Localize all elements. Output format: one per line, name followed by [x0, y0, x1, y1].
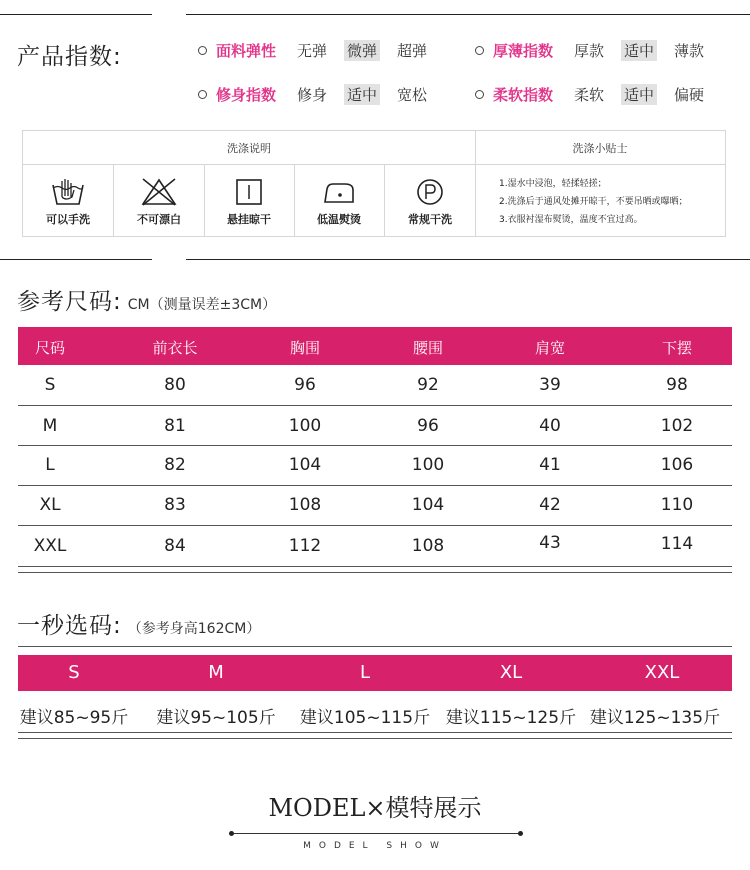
- table-row: [18, 366, 732, 406]
- size-col-header: 腰围: [412, 339, 444, 357]
- wash-tips-header: 洗涤小贴士: [475, 131, 725, 165]
- weight-suggestion: 建议115~125斤: [445, 708, 577, 728]
- index-option-selected: 适中: [344, 84, 380, 105]
- size-ref-title: 参考尺码:: [17, 289, 122, 315]
- size-cell: 96: [294, 375, 316, 395]
- weight-suggestion: 建议105~115斤: [299, 708, 431, 728]
- size-col-header: 下摆: [661, 339, 693, 357]
- weight-suggestion: 建议95~105斤: [156, 708, 276, 728]
- wash-tip: 1.湿水中浸泡，轻揉轻搓；: [499, 179, 607, 189]
- size-cell: 80: [164, 375, 186, 395]
- wash-tip: 2.洗涤后于通风处摊开晾干，不要吊晒或曝晒；: [499, 197, 688, 207]
- size-cell: 106: [660, 455, 694, 475]
- bullet-circle-icon: [198, 46, 207, 55]
- size-ref-note: CM（测量误差±3CM）: [127, 297, 277, 313]
- bullet-circle-icon: [198, 90, 207, 99]
- index-name: 柔软指数: [493, 86, 554, 104]
- divider-dot-right: [518, 831, 523, 836]
- wash-instructions-table: [22, 130, 726, 237]
- quick-size-label: XXL: [644, 662, 680, 683]
- no-bleach-icon: [139, 177, 179, 207]
- low-iron-icon: [319, 177, 359, 207]
- quick-select-bottom-border: [18, 738, 732, 739]
- size-cell: 92: [417, 375, 439, 395]
- quick-size-label: XL: [499, 662, 523, 683]
- index-option-selected: 适中: [621, 40, 657, 61]
- model-show-title: MODEL×模特展示: [268, 794, 482, 822]
- size-cell: 43: [539, 533, 561, 553]
- wash-item-label: 低温熨烫: [317, 213, 361, 226]
- size-cell: 102: [660, 416, 694, 436]
- size-cell: 81: [164, 416, 186, 436]
- wash-item-label: 不可漂白: [137, 213, 181, 226]
- top-divider-left: [0, 14, 152, 15]
- table-row: [18, 526, 732, 566]
- wash-item-label: 悬挂晾干: [227, 213, 271, 226]
- size-cell: 84: [164, 536, 186, 556]
- size-cell: 40: [539, 416, 561, 436]
- index-option: 修身: [297, 86, 328, 104]
- wash-instructions-header: 洗涤说明: [23, 131, 475, 165]
- index-row-fit: [198, 84, 444, 105]
- size-cell: 39: [539, 375, 561, 395]
- table-row: [18, 407, 732, 447]
- size-cell: L: [45, 455, 55, 475]
- size-ref-heading: [17, 283, 276, 316]
- wash-tips-list: [499, 175, 688, 229]
- size-cell: 108: [288, 495, 322, 515]
- index-option: 超弹: [397, 42, 428, 60]
- wash-item-label: 可以手洗: [46, 213, 90, 226]
- mid-divider-left: [0, 259, 152, 260]
- size-cell: S: [44, 375, 56, 395]
- index-option: 宽松: [397, 86, 428, 104]
- size-table-header: [18, 327, 732, 365]
- size-cell: 42: [539, 495, 561, 515]
- size-cell: 104: [411, 495, 445, 515]
- quick-select-bottom-border: [18, 732, 732, 733]
- wash-item-no-bleach: [114, 165, 204, 236]
- index-row-softness: [475, 84, 721, 105]
- size-cell: 83: [164, 495, 186, 515]
- quick-size-label: M: [208, 662, 224, 683]
- wash-item-low-iron: [294, 165, 384, 236]
- size-cell: 82: [164, 455, 186, 475]
- size-col-header: 前衣长: [152, 339, 198, 357]
- index-option: 厚款: [574, 42, 605, 60]
- bullet-circle-icon: [475, 90, 484, 99]
- weight-suggestion: 建议85~95斤: [19, 708, 129, 728]
- size-cell: 108: [411, 536, 445, 556]
- index-option: 无弹: [297, 42, 328, 60]
- size-col-header: 尺码: [34, 339, 66, 357]
- hand-wash-icon: [50, 177, 86, 207]
- mid-divider-right: [186, 259, 750, 260]
- wash-item-hang-dry: [204, 165, 294, 236]
- top-divider-right: [186, 14, 750, 15]
- wash-item-dry-clean: [385, 165, 475, 236]
- size-cell: 41: [539, 455, 561, 475]
- table-row: [18, 446, 732, 486]
- quick-select-divider: [18, 646, 732, 647]
- quick-size-label: L: [359, 662, 371, 683]
- index-row-thickness: [475, 40, 721, 61]
- index-name: 面料弹性: [216, 42, 277, 60]
- table-bottom-border: [18, 566, 732, 567]
- size-cell: 110: [660, 495, 694, 515]
- row-divider: [18, 405, 732, 406]
- index-name: 厚薄指数: [493, 42, 554, 60]
- size-cell: M: [42, 416, 58, 436]
- size-cell: 100: [411, 455, 445, 475]
- bullet-circle-icon: [475, 46, 484, 55]
- quick-select-suggestions: [18, 697, 732, 731]
- index-option: 薄款: [674, 42, 705, 60]
- size-cell: 114: [660, 534, 694, 554]
- dry-clean-icon: [414, 177, 446, 207]
- size-cell: 100: [288, 416, 322, 436]
- size-cell: 112: [288, 536, 322, 556]
- divider-dot-left: [229, 831, 234, 836]
- model-show-divider: [232, 833, 520, 834]
- index-name: 修身指数: [216, 86, 277, 104]
- weight-suggestion: 建议125~135斤: [589, 708, 721, 728]
- wash-tip: 3.衣服衬湿布熨烫，温度不宜过高。: [499, 215, 643, 225]
- product-index-title: 产品指数:: [17, 44, 122, 70]
- index-option-selected: 微弹: [344, 40, 380, 61]
- size-col-header: 肩宽: [534, 339, 566, 357]
- size-cell: 104: [288, 455, 322, 475]
- wash-divider: [475, 131, 476, 236]
- index-row-fabric-elasticity: [198, 40, 444, 61]
- index-option: 柔软: [574, 86, 605, 104]
- table-row: [18, 486, 732, 526]
- model-show-subtitle: MODEL SHOW: [303, 841, 447, 851]
- size-cell: XXL: [33, 536, 67, 556]
- quick-select-heading: [17, 607, 260, 640]
- quick-select-size-header: [18, 655, 732, 691]
- quick-select-title: 一秒选码:: [17, 613, 122, 639]
- size-cell: 98: [666, 375, 688, 395]
- quick-size-label: S: [68, 662, 80, 683]
- wash-item-label: 常规干洗: [408, 213, 452, 226]
- index-option-selected: 适中: [621, 84, 657, 105]
- hang-dry-icon: [234, 177, 264, 207]
- table-bottom-border: [18, 572, 732, 573]
- size-cell: 96: [417, 416, 439, 436]
- quick-select-note: （参考身高162CM）: [127, 621, 261, 637]
- wash-item-hand-wash: [23, 165, 113, 236]
- index-option: 偏硬: [674, 86, 705, 104]
- size-col-header: 胸围: [289, 339, 321, 357]
- size-cell: XL: [39, 495, 61, 515]
